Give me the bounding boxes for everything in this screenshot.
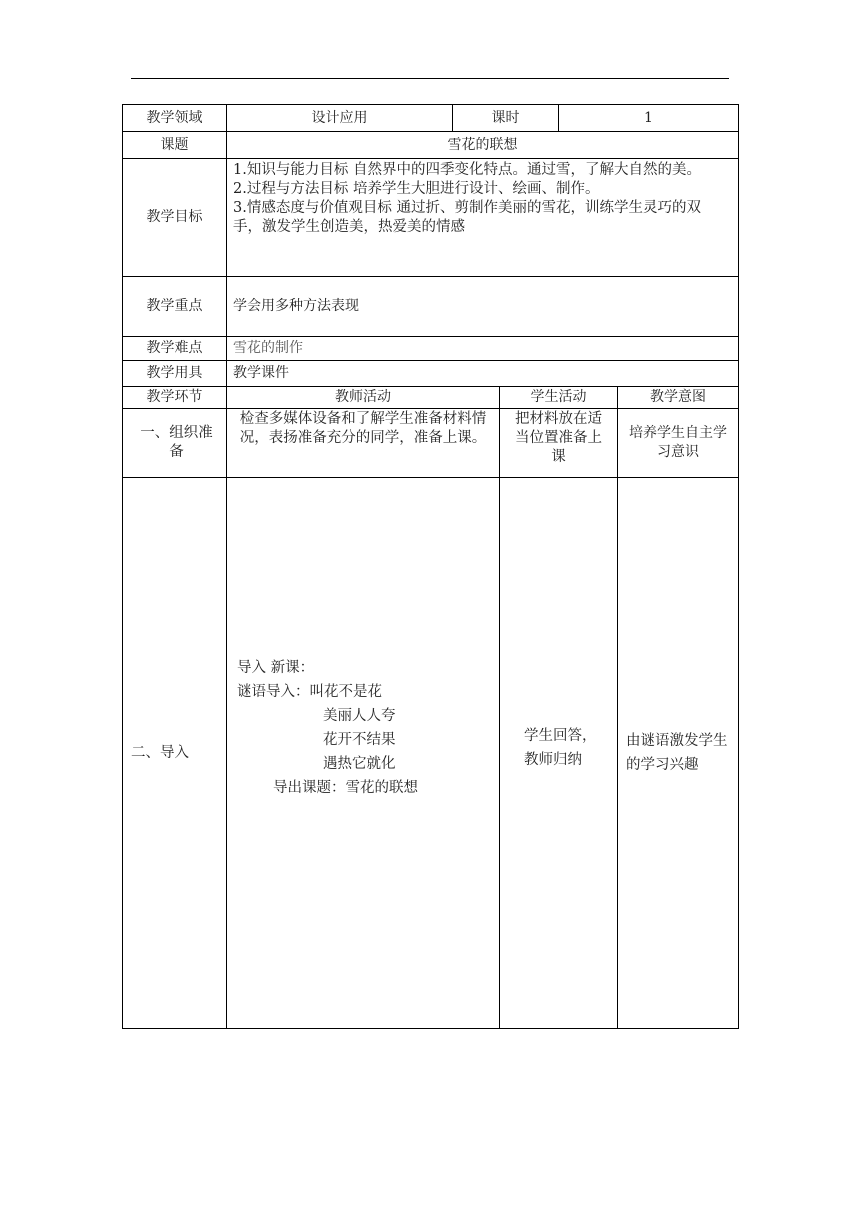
row-key-point [123, 277, 739, 337]
goals-label: 教学目标 [123, 159, 227, 277]
row-difficulty [123, 337, 739, 361]
intro-line-1: 导入 新课： [237, 660, 315, 676]
col-header-student: 学生活动 [500, 387, 618, 409]
goal-knowledge: 1.知识与能力目标 自然界中的四季变化特点。通过雪，了解大自然的美。 [233, 162, 701, 178]
row-topic [123, 132, 739, 159]
intro-line-4: 花开不结果 [323, 732, 396, 748]
stage-intro-student: 学生回答，教师归纳 [500, 478, 618, 1029]
stage-intro-teacher [227, 478, 500, 1029]
header-rule [131, 78, 729, 79]
difficulty-label: 教学难点 [123, 337, 227, 361]
topic-value: 雪花的联想 [227, 132, 739, 159]
col-header-stage: 教学环节 [123, 387, 227, 409]
lesson-plan-table [122, 104, 739, 1029]
key-point-value: 学会用多种方法表现 [227, 277, 739, 337]
row-goals [123, 159, 739, 277]
period-label: 课时 [453, 105, 559, 132]
row-stage-intro [123, 478, 739, 1029]
intro-line-2: 谜语导入：叫花不是花 [237, 684, 382, 700]
key-point-label: 教学重点 [123, 277, 227, 337]
col-header-teacher: 教师活动 [227, 387, 500, 409]
domain-label: 教学领域 [123, 105, 227, 132]
intro-line-5: 遇热它就化 [323, 756, 396, 772]
row-stage-prepare [123, 409, 739, 478]
intro-line-6: 导出课题：雪花的联想 [273, 780, 418, 796]
riddle-block [235, 656, 493, 800]
row-tools [123, 361, 739, 387]
intro-line-3: 美丽人人夸 [323, 708, 396, 724]
difficulty-value: 雪花的制作 [227, 337, 739, 361]
stage-prepare-teacher: 检查多媒体设备和了解学生准备材料情况，表扬准备充分的同学，准备上课。 [227, 409, 500, 478]
stage-intro-label: 二、导入 [123, 478, 227, 1029]
tools-value: 教学课件 [227, 361, 739, 387]
goals-content [227, 159, 739, 277]
goal-process: 2.过程与方法目标 培养学生大胆进行设计、绘画、制作。 [233, 181, 600, 197]
row-domain [123, 105, 739, 132]
stage-intro-intent: 由谜语激发学生的学习兴趣 [618, 478, 739, 1029]
topic-label: 课题 [123, 132, 227, 159]
period-value: 1 [559, 105, 739, 132]
domain-value: 设计应用 [227, 105, 453, 132]
stage-prepare-label: 一、组织准备 [123, 409, 227, 478]
stage-prepare-student: 把材料放在适当位置准备上课 [500, 409, 618, 478]
col-header-intent: 教学意图 [618, 387, 739, 409]
row-column-headers [123, 387, 739, 409]
stage-prepare-intent: 培养学生自主学习意识 [618, 409, 739, 478]
goal-attitude: 3.情感态度与价值观目标 通过折、剪制作美丽的雪花，训练学生灵巧的双 手，激发学生创造美，热爱美的情感 [233, 200, 701, 235]
tools-label: 教学用具 [123, 361, 227, 387]
